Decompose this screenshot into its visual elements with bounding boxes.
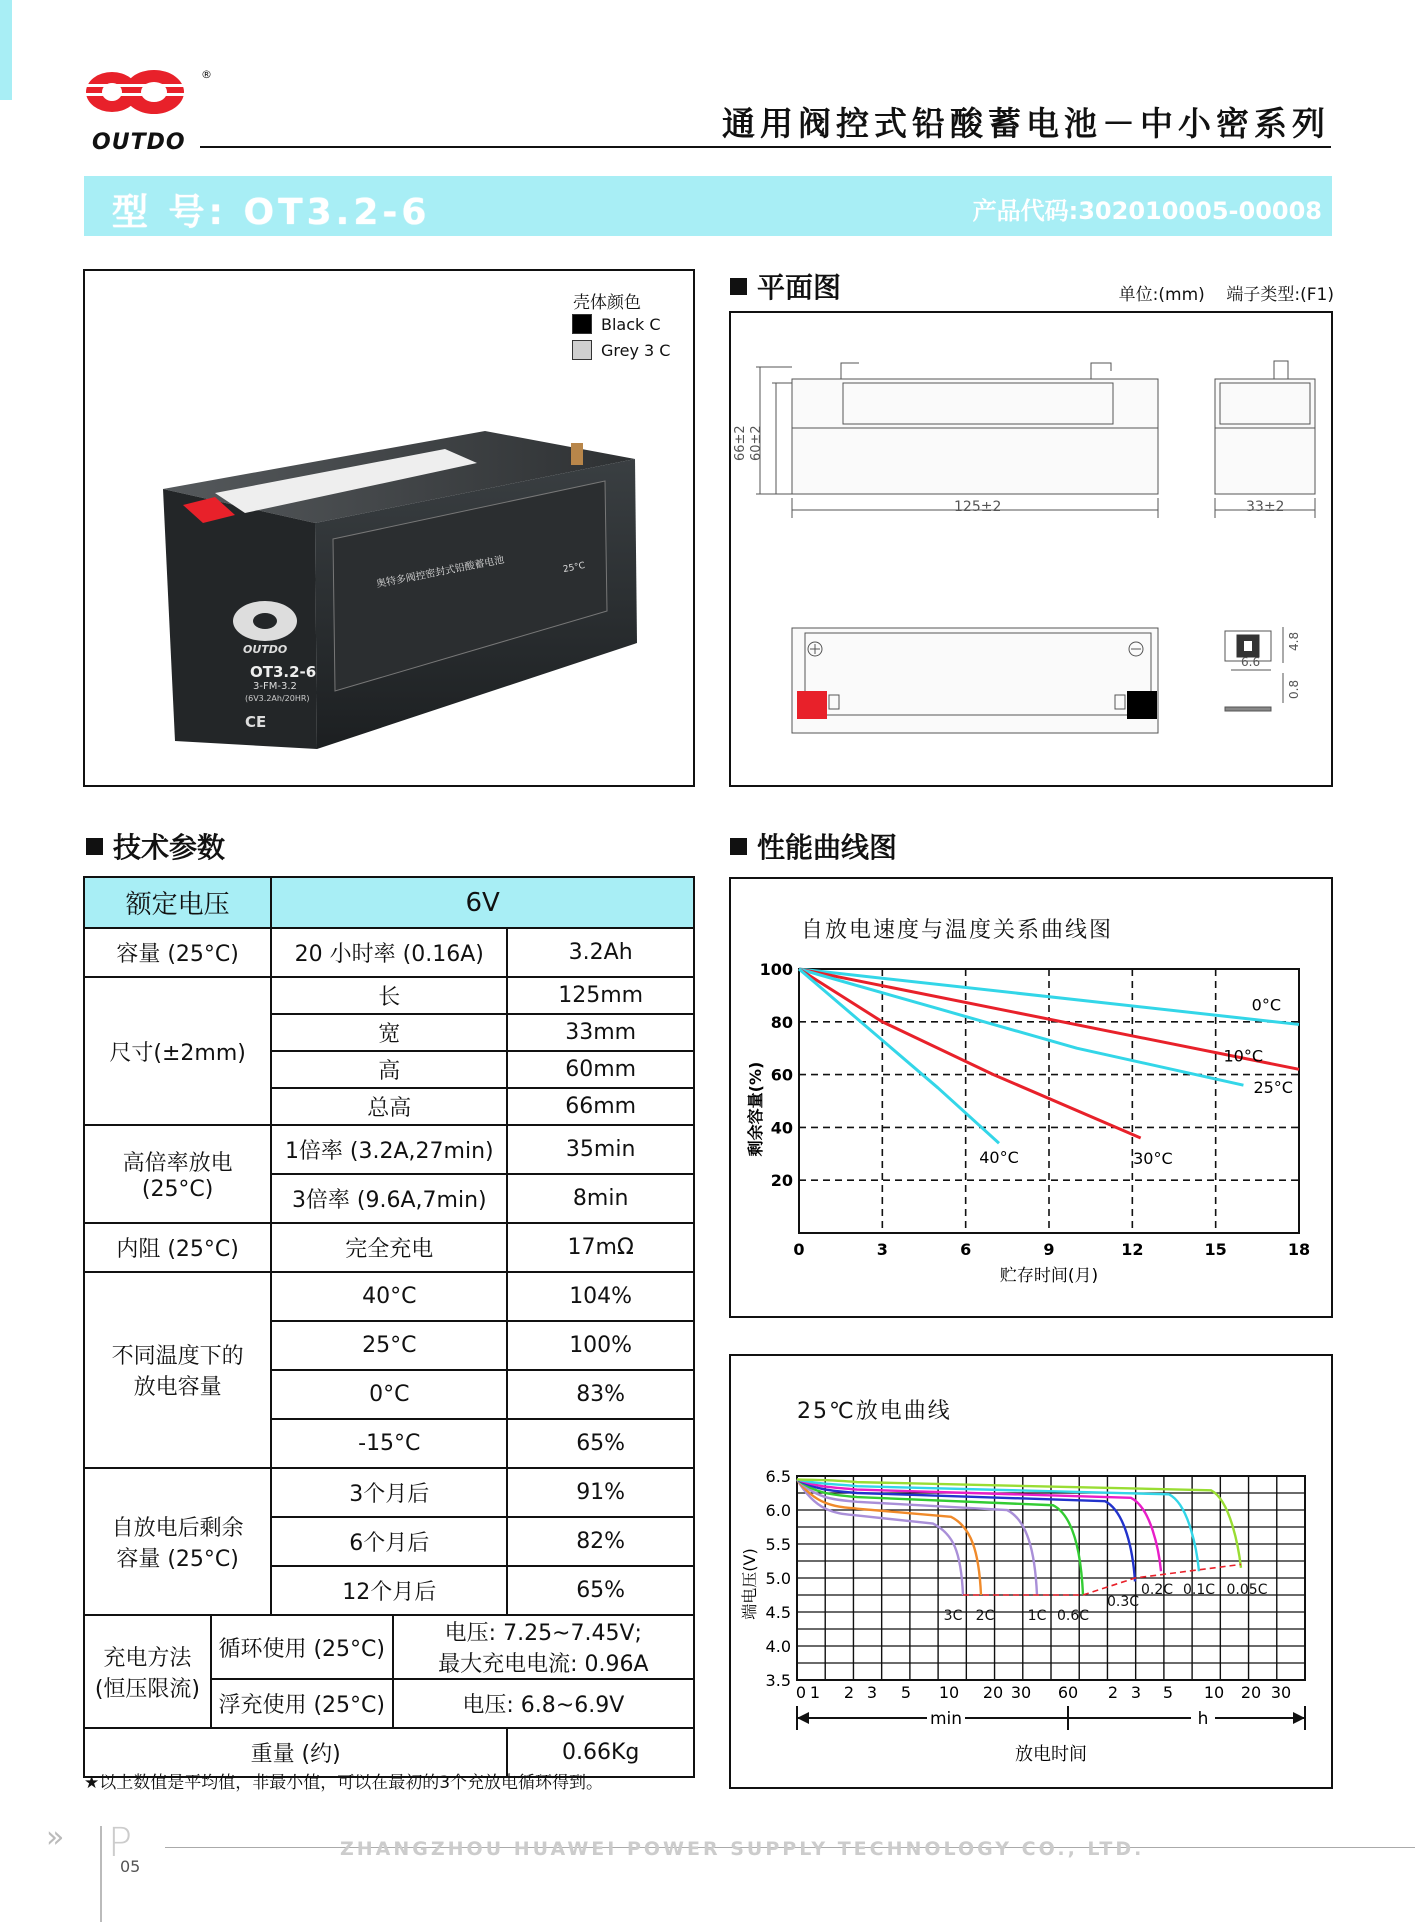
y-tick-label: 4.5: [765, 1603, 791, 1622]
min-unit-label: min: [929, 1709, 963, 1729]
internal-resistance-value: 17mΩ: [507, 1223, 694, 1272]
series-label: 40°C: [979, 1148, 1019, 1168]
temp-value: 65%: [507, 1419, 694, 1468]
temp-value: 83%: [507, 1370, 694, 1419]
dim-terminal-thickness: 0.8: [1287, 679, 1301, 699]
capacity-value: 3.2Ah: [507, 928, 694, 977]
table-row: [84, 877, 694, 928]
x-tick-label: 0: [795, 1683, 807, 1702]
dimensions-label: 尺寸(±2mm): [84, 977, 271, 1125]
capacity-label: 容量 (25°C): [84, 928, 271, 977]
spec-table: [83, 876, 695, 1778]
temp-value: 100%: [507, 1321, 694, 1370]
weight-value: 0.66Kg: [507, 1728, 694, 1777]
x-tick-label: 20: [1240, 1683, 1262, 1702]
dim-key: 宽: [271, 1014, 507, 1051]
series-label: 10°C: [1223, 1046, 1263, 1066]
temperature-capacity-label: 不同温度下的 放电容量: [84, 1272, 271, 1468]
table-row: [84, 928, 694, 977]
y-tick-label: 5.0: [765, 1569, 791, 1588]
self-value: 82%: [507, 1517, 694, 1566]
footnote: ★以上数值是平均值，非最小值，可以在最初的3个充放电循环得到。: [84, 1773, 604, 1793]
y-tick-label: 6.5: [765, 1467, 791, 1486]
performance-section-title: 性能曲线图: [730, 826, 897, 866]
battery-model: OT3.2-6: [250, 663, 317, 681]
x-tick-label: 3: [876, 1240, 888, 1259]
y-tick-label: 80: [770, 1012, 793, 1032]
self-key: 6个月后: [271, 1517, 507, 1566]
bullet-square-icon: [86, 838, 103, 855]
registered-mark: ®: [201, 68, 212, 81]
edge-strip: [0, 0, 12, 100]
charge-method-label: 充电方法 (恒压限流): [84, 1615, 211, 1728]
internal-resistance-label: 内阻 (25°C): [84, 1223, 271, 1272]
self-value: 65%: [507, 1566, 694, 1615]
battery-brand: OUTDO: [243, 643, 288, 656]
table-row: [84, 1468, 694, 1517]
x-tick-label: 5: [900, 1683, 912, 1702]
table-row: [84, 1223, 694, 1272]
dim-length: 125±2: [954, 499, 1002, 515]
rated-voltage-label: 额定电压: [84, 877, 271, 928]
discharge-curve-chart: [731, 1356, 1331, 1787]
chart1-title: 自放电速度与温度关系曲线图: [801, 918, 1114, 943]
dim-terminal-height: 4.8: [1287, 631, 1301, 651]
self-value: 91%: [507, 1468, 694, 1517]
y-tick-label: 3.5: [765, 1671, 791, 1690]
footer-divider: [100, 1826, 102, 1922]
discharge-chart-box: [729, 1354, 1333, 1789]
float-use-label: 浮充使用 (25°C): [211, 1679, 393, 1728]
product-code: 产品代码:302010005-00008: [972, 197, 1322, 225]
legend-grey: [572, 340, 670, 360]
dim-value: 125mm: [507, 977, 694, 1014]
self-discharge-chart: [731, 879, 1331, 1316]
temp-key: 0°C: [271, 1370, 507, 1419]
series-label: 0.2C: [1140, 1582, 1174, 1598]
temp-value: 104%: [507, 1272, 694, 1321]
series-label: 3C: [943, 1608, 963, 1624]
weight-label: 重量 (约): [84, 1728, 507, 1777]
page-letter: P: [108, 1820, 133, 1866]
series-label: 0°C: [1251, 995, 1281, 1015]
cycle-use-value: 电压: 7.25~7.45V; 最大充电电流: 0.96A: [393, 1615, 694, 1679]
x-tick-label: 0: [793, 1240, 805, 1259]
dim-value: 66mm: [507, 1088, 694, 1125]
temp-key: -15°C: [271, 1419, 507, 1468]
dim-total-height: 66±2: [733, 425, 748, 461]
table-row: [84, 977, 694, 1014]
x-tick-label: 5: [1162, 1683, 1174, 1702]
page-title: 通用阀控式铅酸蓄电池－中小密系列: [722, 104, 1330, 143]
logo-text: OUTDO: [92, 130, 186, 155]
x-tick-label: 18: [1287, 1240, 1311, 1259]
ce-mark: CE: [245, 713, 267, 731]
x-tick-label: 20: [982, 1683, 1004, 1702]
self-discharge-chart-box: [729, 877, 1333, 1318]
y-axis-label: 端电压(V): [740, 1548, 759, 1620]
battery-sub: 3-FM-3.2: [253, 681, 297, 692]
y-tick-label: 100: [759, 960, 793, 979]
high-rate-key: 1倍率 (3.2A,27min): [271, 1125, 507, 1174]
x-tick-label: 6: [960, 1240, 972, 1259]
dim-height: 60±2: [749, 425, 764, 461]
chevron-icon: »: [46, 1820, 65, 1855]
arrow-left-icon: [797, 1712, 809, 1724]
y-tick-label: 20: [770, 1171, 793, 1191]
battery-temp: 25°C: [562, 560, 586, 576]
dim-terminal-width: 6.6: [1241, 655, 1261, 669]
page-number: 05: [120, 1857, 141, 1876]
specs-section-title: 技术参数: [86, 826, 225, 866]
legend-black: [572, 314, 661, 334]
series-label: 0.6C: [1056, 1608, 1090, 1624]
x-tick-label: 30: [1010, 1683, 1032, 1702]
temp-key: 25°C: [271, 1321, 507, 1370]
x-axis-label: 放电时间: [1015, 1744, 1087, 1765]
temp-key: 40°C: [271, 1272, 507, 1321]
table-row: [84, 1272, 694, 1321]
x-tick-label: 30: [1270, 1683, 1292, 1702]
dim-key: 总高: [271, 1088, 507, 1125]
table-row: [84, 1125, 694, 1174]
self-discharge-label: 自放电后剩余 容量 (25°C): [84, 1468, 271, 1615]
series-label: 0.05C: [1226, 1582, 1268, 1598]
dim-key: 长: [271, 977, 507, 1014]
case-color-title: 壳体颜色: [573, 293, 641, 313]
x-tick-label: 10: [938, 1683, 960, 1702]
arrow-right-icon: [1293, 1712, 1305, 1724]
dim-key: 高: [271, 1051, 507, 1088]
x-tick-label: 15: [1204, 1240, 1227, 1259]
y-tick-label: 60: [770, 1065, 793, 1085]
table-row: [84, 1615, 694, 1679]
swatch-black: [572, 314, 592, 334]
x-tick-label: 60: [1057, 1683, 1079, 1702]
x-tick-label: 9: [1043, 1240, 1055, 1259]
chart2-title: 25℃放电曲线: [797, 1399, 952, 1424]
x-tick-label: 2: [843, 1683, 855, 1702]
x-tick-label: 3: [1130, 1683, 1142, 1702]
self-key: 12个月后: [271, 1566, 507, 1615]
high-rate-label: 高倍率放电 (25°C): [84, 1125, 271, 1223]
swatch-grey: [572, 340, 592, 360]
capacity-rate: 20 小时率 (0.16A): [271, 928, 507, 977]
header-divider: [200, 146, 1331, 148]
y-tick-label: 40: [770, 1118, 793, 1138]
x-axis-label: 贮存时间(月): [999, 1266, 1099, 1286]
y-tick-label: 4.0: [765, 1637, 791, 1656]
battery-label-top: 奥特多阀控密封式铅酸蓄电池: [375, 554, 506, 591]
bullet-square-icon: [730, 278, 747, 295]
internal-resistance-condition: 完全充电: [271, 1223, 507, 1272]
x-tick-label: 10: [1203, 1683, 1225, 1702]
plan-drawing: [731, 313, 1331, 785]
high-rate-value: 35min: [507, 1125, 694, 1174]
dim-value: 33mm: [507, 1014, 694, 1051]
series-label: 0.3C: [1106, 1594, 1140, 1610]
y-axis-label: 剩余容量(%): [746, 1061, 765, 1157]
dim-value: 60mm: [507, 1051, 694, 1088]
legend-label: Black C: [601, 314, 661, 334]
legend-label: Grey 3 C: [601, 340, 671, 360]
plan-drawing-box: [729, 311, 1333, 787]
model-number: 型 号: OT3.2-6: [112, 192, 431, 233]
self-key: 3个月后: [271, 1468, 507, 1517]
series-label: 0.1C: [1182, 1582, 1216, 1598]
high-rate-value: 8min: [507, 1174, 694, 1223]
company-name: ZHANGZHOU HUAWEI POWER SUPPLY TECHNOLOGY CO., LTD.: [340, 1838, 1145, 1860]
y-tick-label: 5.5: [765, 1535, 791, 1554]
high-rate-key: 3倍率 (9.6A,7min): [271, 1174, 507, 1223]
series-label: 2C: [975, 1608, 995, 1624]
h-unit-label: h: [1197, 1709, 1209, 1729]
bullet-square-icon: [730, 838, 747, 855]
battery-spec: (6V3.2Ah/20HR): [245, 694, 310, 703]
plan-unit-note: 单位:(mm) 端子类型:(F1): [1118, 285, 1334, 305]
float-use-value: 电压: 6.8~6.9V: [393, 1679, 694, 1728]
dim-width: 33±2: [1246, 499, 1285, 515]
x-tick-label: 12: [1121, 1240, 1144, 1259]
series-label: 25°C: [1253, 1078, 1293, 1098]
x-tick-label: 3: [866, 1683, 878, 1702]
series-line: [799, 969, 1141, 1138]
x-tick-label: 1: [809, 1683, 821, 1702]
series-line: [799, 969, 999, 1143]
cycle-use-label: 循环使用 (25°C): [211, 1615, 393, 1679]
y-tick-label: 6.0: [765, 1501, 791, 1520]
plan-section-title: 平面图: [730, 266, 841, 306]
series-label: 30°C: [1133, 1148, 1173, 1168]
rated-voltage-value: 6V: [271, 877, 694, 928]
x-tick-label: 2: [1107, 1683, 1119, 1702]
series-label: 1C: [1027, 1608, 1047, 1624]
